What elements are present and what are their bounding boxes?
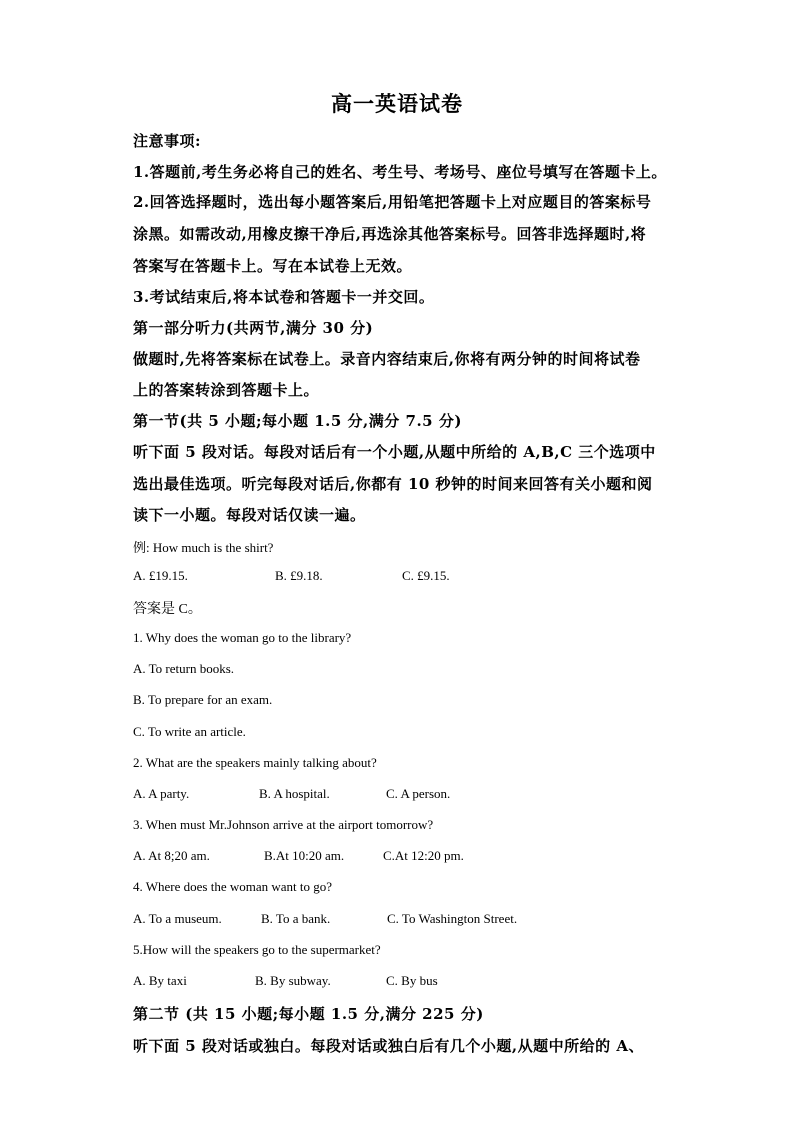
question-5-option-b: B. By subway. (255, 973, 331, 988)
notice-item-3: 3.考试结束后,将本试卷和答题卡一并交回。 (133, 288, 435, 306)
question-4-option-c: C. To Washington Street. (387, 911, 518, 926)
part1-heading: 第一部分听力(共两节,满分 30 分) (133, 319, 374, 337)
section2-heading: 第二节 (共 15 小题;每小题 1.5 分,满分 225 分) (133, 1005, 484, 1023)
question-5: 5.How will the speakers go to the supermarket? (133, 942, 381, 957)
notice-item-2-line-2: 涂黑。如需改动,用橡皮擦干净后,再选涂其他答案标号。回答非选择题时,将 (133, 225, 647, 243)
question-5-option-a: A. By taxi (133, 973, 187, 988)
question-1-option-c: C. To write an article. (133, 724, 246, 739)
notice-item-1: 1.答题前,考生务必将自己的姓名、考生号、考场号、座位号填写在答题卡上。 (133, 163, 667, 181)
example-option-a: A. £19.15. (133, 568, 188, 583)
part1-instruction-line-1: 做题时,先将答案标在试卷上。录音内容结束后,你将有两分钟的时间将试卷 (133, 350, 641, 368)
section1-heading: 第一节(共 5 小题;每小题 1.5 分,满分 7.5 分) (133, 412, 462, 430)
question-4: 4. Where does the woman want to go? (133, 879, 333, 894)
page-title: 高一英语试卷 (331, 91, 463, 116)
question-2-option-b: B. A hospital. (259, 786, 330, 801)
question-2: 2. What are the speakers mainly talking about? (133, 755, 377, 770)
question-2-option-a: A. A party. (133, 786, 190, 801)
section1-instruction-line-2: 选出最佳选项。听完每段对话后,你都有 10 秒钟的时间来回答有关小题和阅 (133, 475, 653, 493)
question-3-option-c: C.At 12:20 pm. (383, 848, 464, 863)
example-answer: 答案是 C。 (133, 602, 202, 617)
question-4-option-b: B. To a bank. (261, 911, 331, 926)
notice-item-2-line-3: 答案写在答题卡上。写在本试卷上无效。 (133, 257, 413, 275)
question-1-option-b: B. To prepare for an exam. (133, 692, 273, 707)
section1-instruction-line-3: 读下一小题。每段对话仅读一遍。 (133, 506, 366, 524)
question-3-option-b: B.At 10:20 am. (264, 848, 345, 863)
example-option-c: C. £9.15. (402, 568, 450, 583)
question-4-option-a: A. To a museum. (133, 911, 222, 926)
question-3: 3. When must Mr.Johnson arrive at the airport tomorrow? (133, 817, 434, 832)
section2-instruction-line-1: 听下面 5 段对话或独白。每段对话或独白后有几个小题,从题中所给的 A、 (133, 1037, 644, 1055)
question-3-option-a: A. At 8;20 am. (133, 848, 210, 863)
question-5-option-c: C. By bus (386, 973, 438, 988)
question-2-option-c: C. A person. (386, 786, 451, 801)
question-1: 1. Why does the woman go to the library? (133, 630, 352, 645)
notice-heading: 注意事项: (133, 132, 202, 150)
section1-instruction-line-1: 听下面 5 段对话。每段对话后有一个小题,从题中所给的 A,B,C 三个选项中 (133, 443, 656, 461)
question-1-option-a: A. To return books. (133, 661, 235, 676)
notice-item-2-line-1: 2.回答选择题时，选出每小题答案后,用铅笔把答题卡上对应题目的答案标号 (133, 193, 652, 211)
example-option-b: B. £9.18. (275, 568, 323, 583)
part1-instruction-line-2: 上的答案转涂到答题卡上。 (133, 381, 320, 399)
example-question: 例: How much is the shirt? (133, 540, 274, 555)
